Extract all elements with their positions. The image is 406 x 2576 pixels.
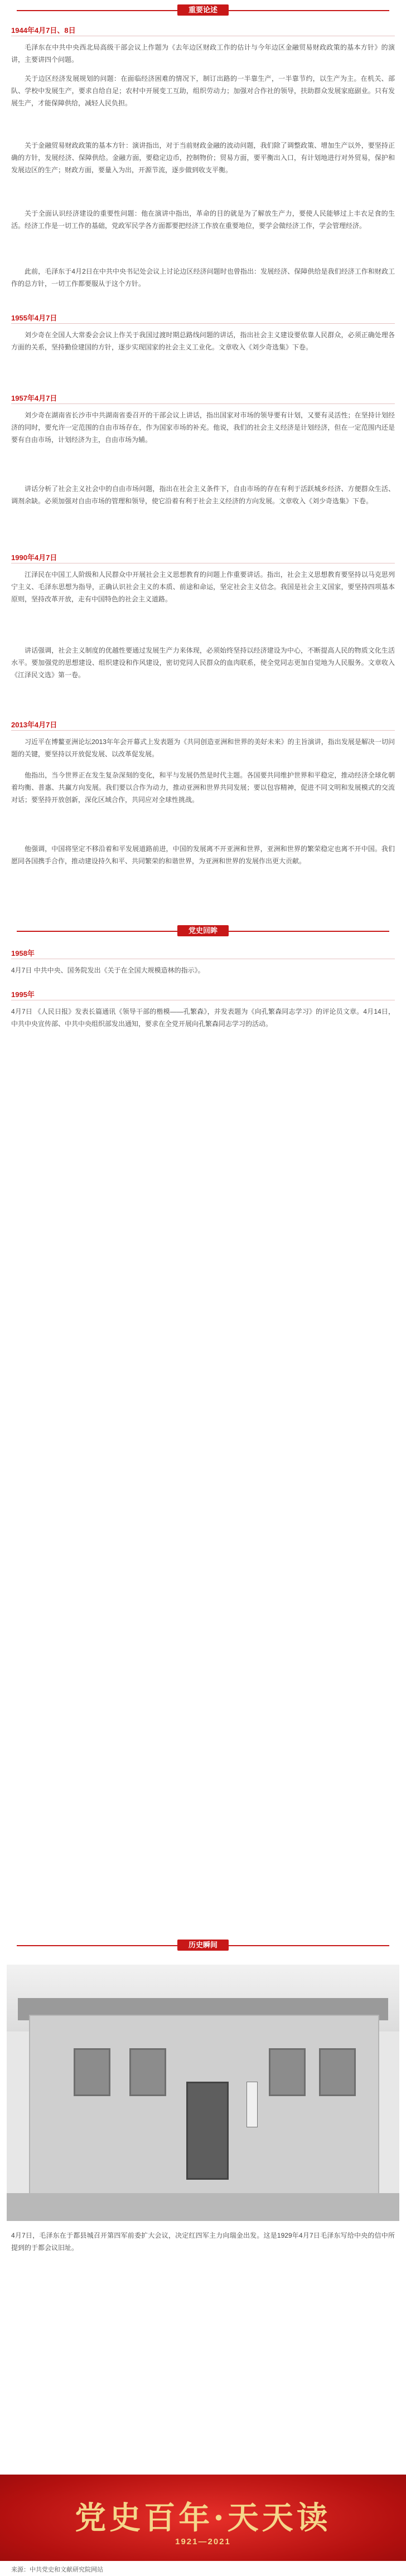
entry-paragraph: 讲话强调，社会主义制度的优越性要通过发展生产力来体现，必须始终坚持以经济建设为中心，不断提高人民的物质文化生活水平。要加强党的思想建设、组织建设和作风建设，密切党同人民群众的血肉联系，使全党同志更加自觉地为人民服务。文章收入《江泽民文选》第一卷。 [11,647,395,679]
section-header-moment [0,1940,406,1951]
entry-paragraph: 关于全面认识经济建设的重要性问题：他在演讲中指出，革命的目的就是为了解放生产力，要使人民能够过上丰衣足食的生活。经济工作是一切工作的基础，党政军民学各方面都要把经济工作放在重要地位，要学会做经济工作，学会管理经济。 [11,210,395,230]
entry-paragraph: 讲话分析了社会主义社会中的自由市场问题，指出在社会主义条件下，自由市场的存在有利于活跃城乡经济、方便群众生活、调剂余缺。必须加强对自由市场的管理和领导，使它沿着有利于社会主义经济的方向发展。文章收入《刘少奇选集》下卷。 [11,485,395,505]
entry-paragraph: 关于边区经济发展规划的问题：在面临经济困难的情况下，制订出路的一半靠生产，一半靠节约，以生产为主。在机关、部队、学校中发展生产，要求自给自足；农村中开展变工互助，组织劳动力；加强对合作社的领导，扶助群众发展家庭副业。只有发展生产，才能保障供给，减轻人民负担。 [11,75,395,107]
entry-paragraph: 江泽民在中国工人阶级和人民群众中开展社会主义思想教育的问题上作重要讲话。指出，社会主义思想教育要坚持以马克思列宁主义、毛泽东思想为指导，正确认识社会主义的本质、前途和命运，坚定社会主义信念。我国是社会主义国家，要坚持四项基本原则，坚持改革开放，走有中国特色的社会主义道路。 [11,571,395,603]
section-title: 党史回眸 [177,925,229,936]
photo-window [74,2048,110,2096]
entry-date: 1955年4月7日 [11,314,57,322]
entry-date: 1957年4月7日 [11,394,57,402]
photo-window [319,2048,356,2096]
photo-door [186,2082,229,2180]
section-header-important [0,4,406,16]
photo-ground [7,2193,399,2221]
entry-paragraph: 他指出，当今世界正在发生复杂深刻的变化，和平与发展仍然是时代主题。各国要共同维护世界和平稳定，推动经济全球化朝着均衡、普惠、共赢方向发展。我们要以合作为动力，推动亚洲和世界共同发展；要以包容精神，促进不同文明和发展模式的交流对话；要坚持开放创新，深化区域合作，共同应对全球性挑战。 [11,771,395,804]
banner-title: 党史百年·天天读 [75,2500,331,2536]
entry-paragraph: 刘少奇在湖南省长沙市中共湖南省委召开的干部会议上讲话，指出国家对市场的领导要有计划，又要有灵活性；在坚持计划经济的同时，要允许一定范围的自由市场存在，作为国家市场的补充。他说，我们的社会主义经济是计划经济，但在一定范围内还是要有自由市场，计划经济为主，自由市场为辅。 [11,411,395,444]
entry-paragraph: 关于金融贸易财政政策的基本方针：演讲指出，对于当前财政金融的波动问题，我们除了调整政策、增加生产以外，要坚持正确的方针，发展经济、保障供给。金融方面，要稳定边币，控制物价；贸易方面，要平衡出入口，有计划地进行对外贸易，保护和发展边区的生产；财政方面，要量入为出，开源节流，逐步做到收支平衡。 [11,142,395,174]
entry-date: 2013年4月7日 [11,721,57,729]
entry-divider [11,730,395,731]
entry-paragraph: 习近平在博鳌亚洲论坛2013年年会开幕式上发表题为《共同创造亚洲和世界的美好未来》的主旨演讲，指出发展是解决一切问题的关键，要坚持以开放促发展、以改革促发展。 [11,738,395,758]
entry-date: 1990年4月7日 [11,553,57,562]
section-header-review [0,925,406,936]
entry-date: 1944年4月7日、8日 [11,26,76,35]
series-banner [0,2475,406,2561]
entry-paragraph: 此前，毛泽东于4月2日在中共中央书记处会议上讨论边区经济问题时也曾指出：发展经济、保障供给是我们经济工作和财政工作的总方针，一切工作都要服从于这个方针。 [11,268,395,288]
review-year: 1995年 [11,990,35,999]
review-text: 4月7日 中共中央、国务院发出《关于在全国大规模造林的指示》。 [11,966,205,974]
historic-site-photo [7,1965,399,2221]
section-title: 历史瞬间 [177,1940,229,1951]
entry-paragraph: 毛泽东在中共中央西北局高级干部会议上作题为《去年边区财政工作的估计与今年边区金融贸易财政政策的基本方针》的演讲，主要讲四个问题。 [11,43,395,64]
source-credit: 来源：中共党史和文献研究院网站 [11,2567,103,2573]
photo-window [129,2048,166,2096]
entry-paragraph: 他强调，中国将坚定不移沿着和平发展道路前进，中国的发展离不开亚洲和世界，亚洲和世界的繁荣稳定也离不开中国。我们愿同各国携手合作，推动建设持久和平、共同繁荣的和谐世界，为亚洲和世界的发展作出更大贡献。 [11,845,395,865]
review-year: 1958年 [11,949,35,958]
review-text: 4月7日 《人民日报》发表长篇通讯《领导干部的楷模——孔繁森》，并发表题为《向孔繁森同志学习》的评论员文章。4月14日，中共中央宣传部、中共中央组织部发出通知，要求在全党开展向孔繁森同志学习的活动。 [11,1008,395,1028]
entry-divider [11,323,395,324]
photo-caption: 4月7日，毛泽东在于都县城召开第四军前委扩大会议，决定红四军主力向瑞金出发。这是1929年4月7日毛泽东写给中央的信中所提到的于都会议旧址。 [11,2232,395,2252]
banner-years: 1921—2021 [175,2537,231,2546]
photo-plaque [246,2082,258,2127]
section-title: 重要论述 [177,4,229,16]
photo-window [269,2048,306,2096]
entry-paragraph: 刘少奇在全国人大常委会会议上作关于我国过渡时期总路线问题的讲话，指出社会主义建设要依靠人民群众，必须正确处理各方面的关系，坚持勤俭建国的方针，逐步实现国家的社会主义工业化。文章收入《刘少奇选集》下卷。 [11,331,395,351]
